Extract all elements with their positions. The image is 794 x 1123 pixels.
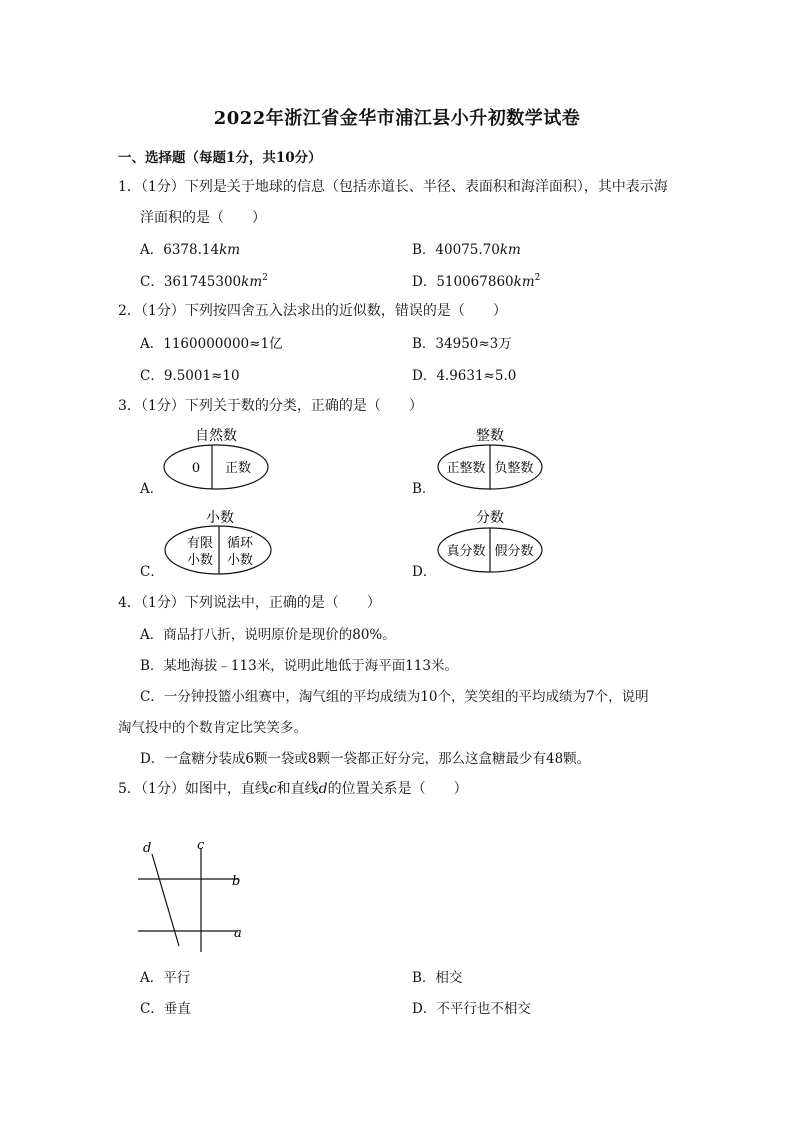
q3-diagram-c — [160, 503, 275, 578]
line-d — [152, 854, 179, 946]
q4-option-c-line1: C．一分钟投篮小组赛中，淘气组的平均成绩为10个，笑笑组的平均成绩为7个，说明 — [140, 689, 649, 705]
q1-option-a-text: A．6378.14 — [140, 242, 220, 258]
q5-option-c[interactable]: C．垂直 — [140, 1001, 191, 1017]
diagram-b-title: 整数 — [476, 428, 504, 444]
diagram-a-title: 自然数 — [195, 428, 237, 444]
q5-lines-figure — [130, 832, 260, 957]
q4-option-b[interactable]: B．某地海拔﹣113米，说明此地低于海平面113米。 — [140, 658, 458, 674]
q3-option-b[interactable]: B． — [412, 481, 436, 497]
q2-option-a[interactable]: A．1160000000≈1亿 — [140, 336, 283, 352]
q1-option-c[interactable] — [140, 270, 268, 290]
q1-option-a[interactable] — [140, 238, 240, 258]
q1-option-c-sup: 2 — [262, 273, 268, 283]
q3-diagram-b — [432, 420, 547, 495]
q5-stem — [118, 778, 468, 798]
q2-option-d[interactable]: D．4.9631≈5.0 — [412, 368, 517, 384]
q1-option-c-unit: km — [241, 274, 263, 290]
q3-option-d[interactable]: D． — [412, 564, 437, 580]
diagram-c-left-line1: 有限 — [186, 536, 214, 551]
section-heading: 一、选择题（每题1分，共10分） — [118, 150, 322, 166]
q3-option-a[interactable]: A． — [140, 481, 164, 497]
q4-option-d[interactable]: D．一盒糖分装成6颗一袋或8颗一袋都正好分完，那么这盒糖最少有48颗。 — [140, 751, 591, 767]
label-a: a — [234, 926, 242, 941]
q5-stem-c: c — [268, 781, 277, 797]
q1-option-b-text: B．40075.70 — [412, 242, 500, 258]
q4-option-c[interactable] — [140, 685, 649, 705]
q5-option-d[interactable]: D．不平行也不相交 — [412, 1001, 531, 1017]
diagram-a-ellipse — [164, 445, 268, 489]
q2-stem: 2．（1分）下列按四舍五入法求出的近似数，错误的是（ ） — [118, 303, 507, 319]
label-d: d — [143, 841, 152, 856]
q3-diagram-d — [432, 503, 547, 578]
q1-stem-line2: 洋面积的是（ ） — [140, 210, 266, 226]
diagram-a-right: 正数 — [224, 461, 252, 476]
diagram-d-left: 真分数 — [446, 544, 486, 559]
diagram-a-left: 0 — [191, 461, 201, 476]
q5-stem-pre: 5．（1分）如图中，直线 — [118, 781, 269, 797]
q5-option-b[interactable]: B．相交 — [412, 970, 463, 986]
q3-option-c[interactable]: C． — [140, 564, 164, 580]
q1-option-d-sup: 2 — [534, 273, 541, 283]
diagram-d-title: 分数 — [476, 510, 504, 526]
label-b: b — [232, 874, 241, 889]
page-title: 2022年浙江省金华市浦江县小升初数学试卷 — [213, 108, 581, 129]
q5-option-a[interactable]: A．平行 — [140, 970, 191, 986]
q3-diagram-a — [160, 420, 280, 495]
q1-option-a-unit: km — [219, 242, 241, 258]
q5-stem-mid: 和直线 — [276, 781, 319, 797]
q2-option-b[interactable]: B．34950≈3万 — [412, 336, 512, 352]
diagram-c-title: 小数 — [206, 510, 234, 526]
diagram-c-right-line2: 小数 — [226, 553, 254, 568]
diagram-b-right: 负整数 — [494, 461, 534, 476]
q1-stem-line1: 1．（1分）下列是关于地球的信息（包括赤道长、半径、表面积和海洋面积），其中表示海 — [118, 179, 668, 195]
q4-stem: 4．（1分）下列说法中，正确的是（ ） — [118, 595, 381, 611]
q3-stem: 3．（1分）下列关于数的分类，正确的是（ ） — [118, 398, 423, 414]
label-c: c — [197, 838, 205, 853]
diagram-c-right-line1: 循环 — [226, 536, 254, 551]
diagram-b-left: 正整数 — [446, 461, 486, 476]
q2-option-c[interactable]: C．9.5001≈10 — [140, 368, 240, 384]
diagram-c-left-line2: 小数 — [186, 553, 214, 568]
q1-option-d-text: D．510067860 — [412, 274, 514, 290]
q1-option-c-text: C．361745300 — [140, 274, 242, 290]
q5-stem-d: d — [318, 781, 328, 797]
q1-option-d-unit: km — [513, 274, 535, 290]
diagram-d-right: 假分数 — [494, 544, 534, 559]
q4-option-a[interactable]: A．商品打八折，说明原价是现价的80%。 — [140, 627, 396, 643]
q5-stem-post: 的位置关系是（ ） — [327, 781, 468, 797]
q1-option-b-unit: km — [499, 242, 521, 258]
diagram-c-ellipse — [165, 526, 271, 574]
q1-option-d[interactable] — [412, 270, 540, 290]
q1-option-b[interactable] — [412, 238, 521, 258]
q4-option-c-line2: 淘气投中的个数肯定比笑笑多。 — [118, 720, 307, 736]
